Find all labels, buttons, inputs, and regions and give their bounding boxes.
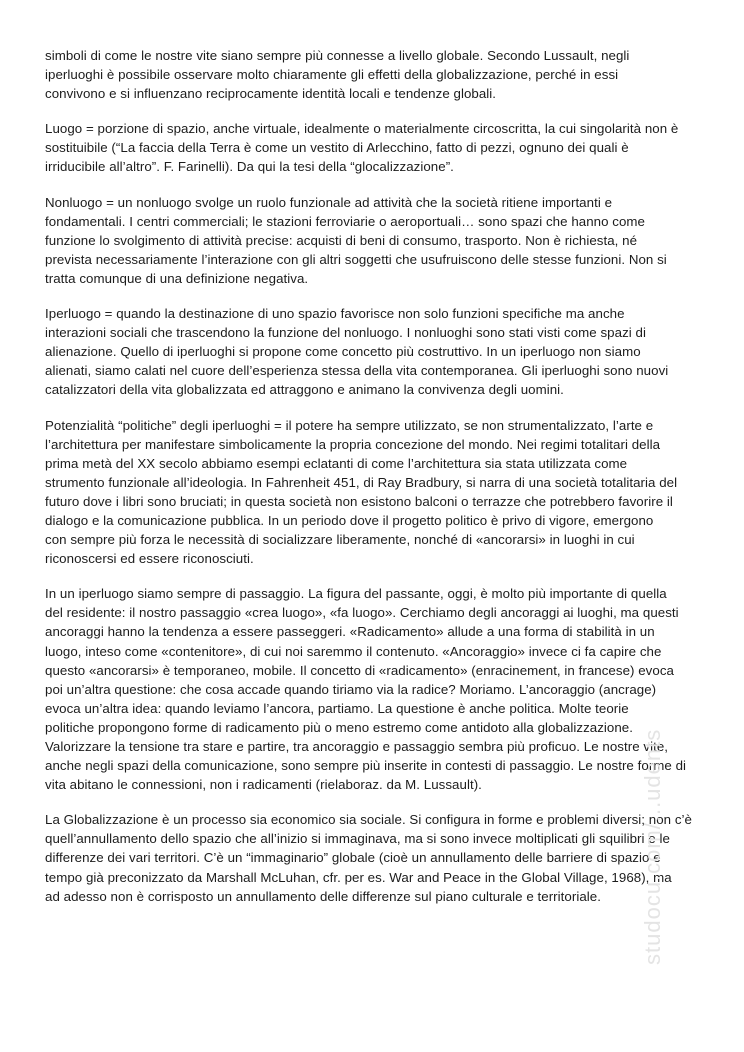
text-line: ad adesso non è corrisposto un annullamento delle differenze sul piano culturale e territoriale. <box>45 888 601 904</box>
text-line: l’architettura per manifestare simbolicamente la propria concezione del mondo. Nei regimi totalitari della <box>45 436 661 452</box>
watermark: studocu.com/...udents <box>640 728 665 965</box>
text-line: catalizzatori della vita globalizzata ed attraggono e animano la convivenza degli uomini. <box>45 382 564 398</box>
text-line: Valorizzare la tensione tra stare e partire, tra ancoraggio e passaggio sembra più proficuo. Le nostre vite, <box>45 739 669 754</box>
text-line: funzione lo svolgimento di attività precise: acquisti di beni di consumo, trasporto. Non è richiesta, né <box>45 232 638 248</box>
text-line: con sempre più forza le necessità di socializzare liberamente, nonché di «ancorarsi» in luoghi in cui <box>45 532 635 548</box>
paragraph-iperluogo <box>45 304 700 399</box>
text-line: prima metà del XX secolo abbiamo esempi eclatanti di come l’architettura sia stata utilizzata come <box>45 455 628 471</box>
text-line: questo «ancorarsi» è temporaneo, mobile. Il concetto di «radicamento» (enracinement, in francese) evoca <box>45 662 674 678</box>
paragraph-passaggio <box>45 584 700 794</box>
text-line: poi un’altra questione: che cosa accade quando tiriamo via la radice? Moriamo. L’ancoraggio (ancrage) <box>45 681 657 697</box>
document-body <box>45 46 700 922</box>
paragraph-potenzialita-politiche <box>45 416 700 569</box>
paragraph-globalizzazione <box>45 810 700 905</box>
paragraph-nonluogo <box>45 193 700 288</box>
text-line: dialogo e la comunicazione pubblica. In un periodo dove il progetto politico è privo di vigore, emergono <box>45 512 654 528</box>
text-line: interazioni sociali che trascendono la funzione del nonluogo. I nonluoghi sono stati visti come spazi di <box>45 325 646 341</box>
text-line: alienati, siamo calati nel cuore dell’esperienza stessa della vita contemporanea. Gli iperluoghi sono nuovi <box>45 363 669 379</box>
paragraph-globalization-intro <box>45 46 700 103</box>
text-line: del residente: il nostro passaggio «crea luogo», «fa luogo». Cerchiamo degli ancoraggi ai luoghi, ma questi <box>45 605 679 621</box>
text-line: Iperluogo = quando la destinazione di uno spazio favorisce non solo funzioni specifiche ma anche <box>45 306 625 322</box>
paragraph-luogo <box>45 119 700 176</box>
text-line: politiche propongono forme di radicamento più o meno estremo come antidoto alla globalizzazione. <box>45 719 633 735</box>
text-line: Nonluogo = un nonluogo svolge un ruolo funzionale ad attività che la società ritiene importanti e <box>45 194 613 210</box>
text-line: convivono e si influenzano reciprocamente identità locali e tendenze globali. <box>45 86 497 102</box>
text-line: riconoscersi ed essere riconosciuti. <box>45 551 254 567</box>
text-line: simboli di come le nostre vite siano sempre più connesse a livello globale. Secondo Lussault, negli <box>45 48 630 63</box>
text-line: futuro dove i libri sono bruciati; in questa società non esistono balconi o terrazze che potrebbero favorire il <box>45 493 673 509</box>
text-line: evoca un’altra idea: quando leviamo l’ancora, partiamo. La questione è anche politica. Molte teorie <box>45 700 629 716</box>
text-line: differenze dei vari territori. C’è un “immaginario” globale (cioè un annullamento delle barriere di spazio e <box>45 850 661 866</box>
text-line: In un iperluogo siamo sempre di passaggio. La figura del passante, oggi, è molto più importante di quella <box>45 586 667 602</box>
text-line: quell’annullamento dello spazio che all’inizio si immaginava, ma si sono invece moltiplicati gli squilibri e le <box>45 831 670 847</box>
text-line: strumento funzionale all’ideologia. In Fahrenheit 451, di Ray Bradbury, si narra di una società totalitaria del <box>45 474 678 490</box>
text-line: La Globalizzazione è un processo sia economico sia sociale. Si configura in forme e problemi diversi; non c’è <box>45 812 692 828</box>
text-line: anche negli spazi della comunicazione, sono sempre più inserite in contesti di passaggio. Le nostre forme di <box>45 758 687 774</box>
text-line: fondamentali. I centri commerciali; le stazioni ferroviarie o aeroportuali… sono spazi che hanno come <box>45 213 646 229</box>
text-line: alienazione. Quello di iperluoghi si propone come concetto più costruttivo. In un iperluogo non siamo <box>45 344 641 360</box>
text-line: ancoraggi hanno la tendenza a essere passeggeri. «Radicamento» allude a una forma di stabilità in un <box>45 624 655 640</box>
text-line: vita abitano le connessioni, non i radicamenti (rielaboraz. da M. Lussault). <box>45 777 482 793</box>
text-line: iperluoghi è possibile osservare molto chiaramente gli effetti della globalizzazione, perché in essi <box>45 67 619 83</box>
text-line: Potenzialità “politiche” degli iperluoghi = il potere ha sempre utilizzato, se non strumentalizzato, l’arte e <box>45 417 654 433</box>
text-line: tempo già preconizzato da Marshall McLuhan, cfr. per es. War and Peace in the Global Village, 1968), ma <box>45 869 672 885</box>
text-line: sostituibile (“La faccia della Terra è come un vestito di Arlecchino, fatto di pezzi, ognuno dei quali è <box>45 140 629 156</box>
text-line: irriducibile all’altro”. F. Farinelli). Da qui la tesi della “glocalizzazione”. <box>45 159 454 175</box>
text-line: Luogo = porzione di spazio, anche virtuale, idealmente o materialmente circoscritta, la cui singolarità non è <box>45 121 679 137</box>
text-line: tratta comunque di una definizione negativa. <box>45 270 309 286</box>
text-line: prevista necessariamente l’interazione con gli altri soggetti che usufruiscono delle stesse funzioni. Non si <box>45 251 667 267</box>
text-line: luogo, inteso come «contenitore», di cui noi saremmo il contenuto. «Ancoraggio» invece ci fa capire che <box>45 643 662 659</box>
